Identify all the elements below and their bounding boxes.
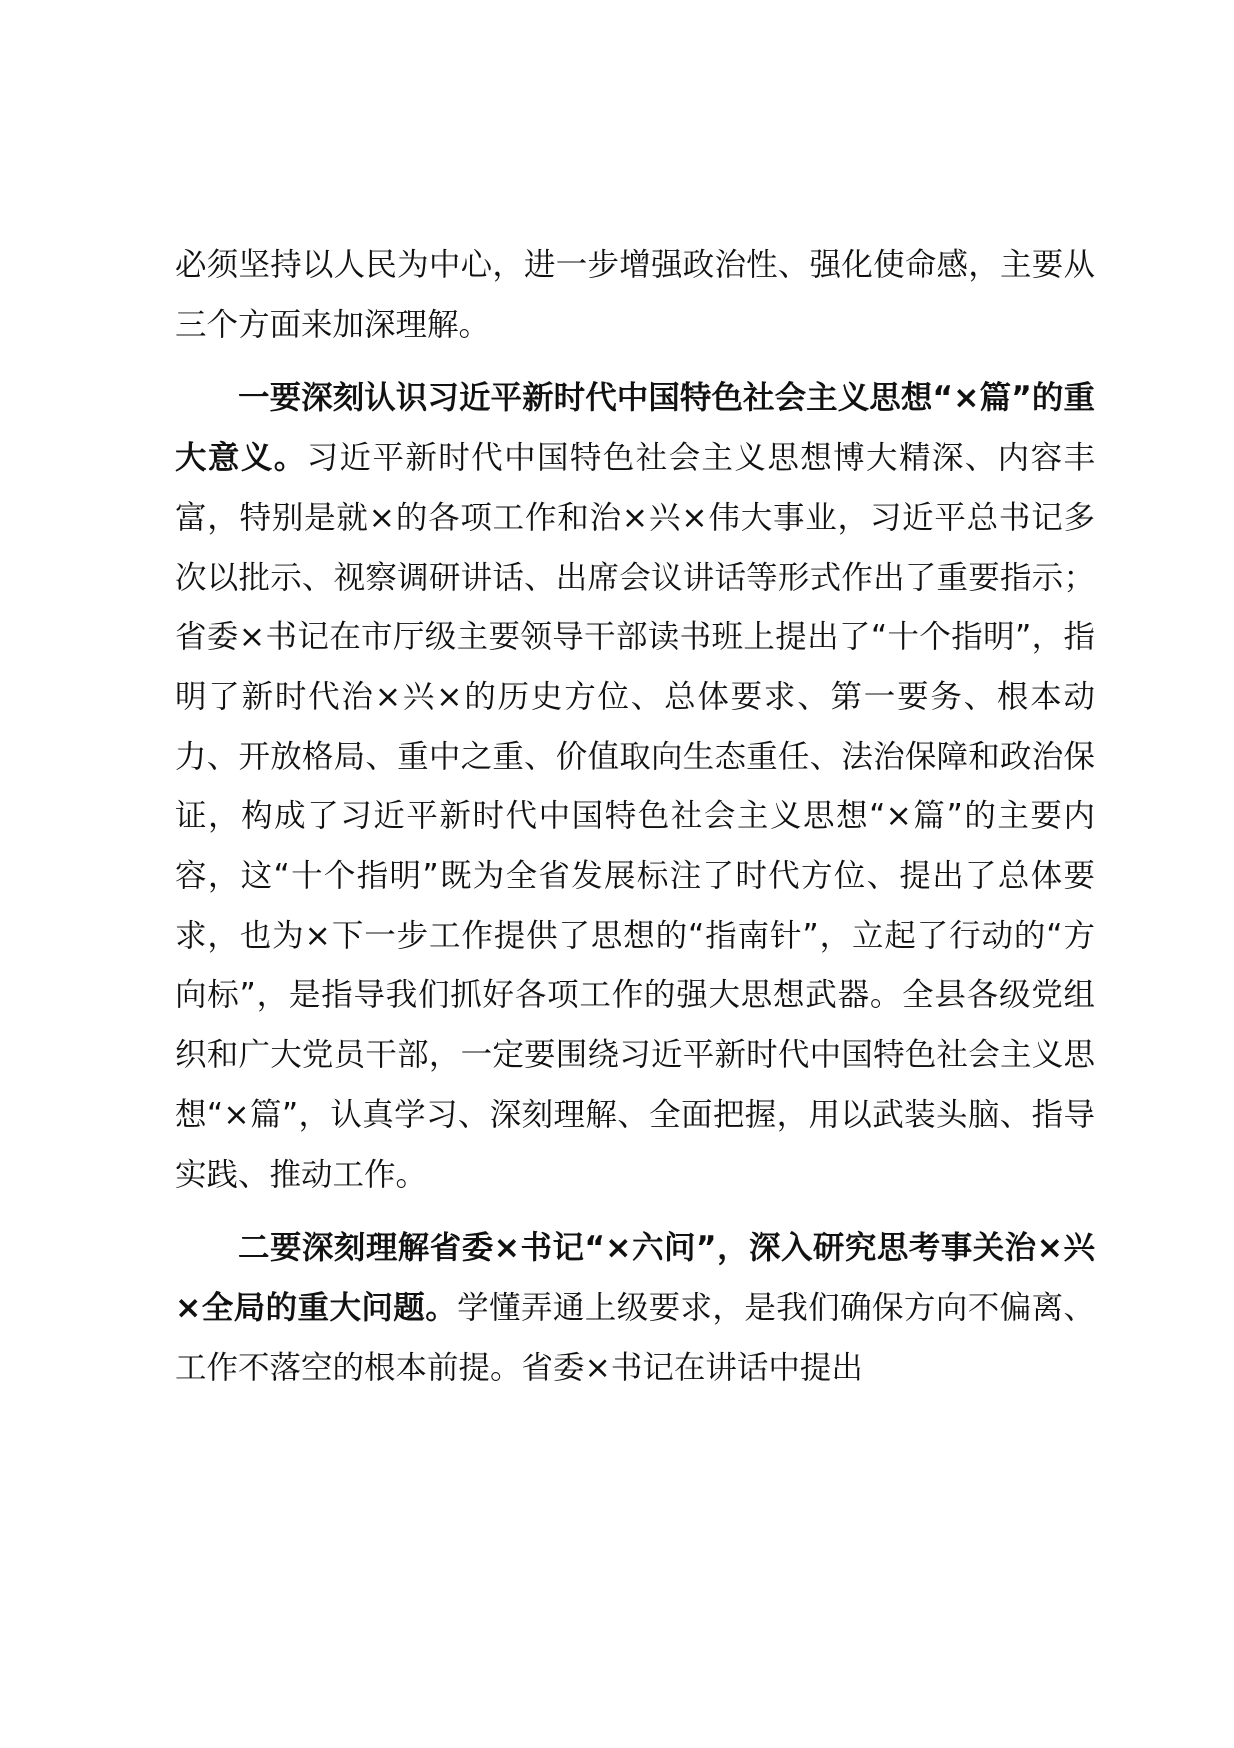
- document-body: [175, 236, 1095, 1398]
- paragraph-heading: 一要深刻认识习近平新时代中国特色社会主义思想“×篇”的重大意义。: [175, 380, 1095, 477]
- paragraph-point-one: [175, 369, 1095, 1205]
- paragraph-text: 习近平新时代中国特色社会主义思想博大精深、内容丰富，特别是就×的各项工作和治×兴×伟大事业，习近平总书记多次以批示、视察调研讲话、出席会议讲话等形式作出了重要指示；省委×书记在市厅级主要领导干部读书班上提出了“十个指明”，指明了新时代治×兴×的历史方位、总体要求、第一要务、根本动力、开放格局、重中之重、价值取向生态重任、法治保障和政治保证，构成了习近平新时代中国特色社会主义思想“×篇”的主要内容，这“十个指明”既为全省发展标注了时代方位、提出了总体要求，也为×下一步工作提供了思想的“指南针”，立起了行动的“方向标”，是指导我们抓好各项工作的强大思想武器。全县各级党组织和广大党员干部，一定要围绕习近平新时代中国特色社会主义思想“×篇”，认真学习、深刻理解、全面把握，用以武装头脑、指导实践、推动工作。: [175, 440, 1095, 1193]
- paragraph-text: 必须坚持以人民为中心，进一步增强政治性、强化使命感，主要从三个方面来加深理解。: [175, 247, 1095, 343]
- paragraph-point-two: [175, 1219, 1095, 1398]
- paragraph-heading: 二要深刻理解省委×书记“×六问”，深入研究思考事关治×兴×全局的重大问题。: [175, 1230, 1095, 1326]
- paragraph-continuation: [175, 236, 1095, 355]
- paragraph-text: 学懂弄通上级要求，是我们确保方向不偏离、工作不落空的根本前提。省委×书记在讲话中提出: [175, 1289, 1095, 1386]
